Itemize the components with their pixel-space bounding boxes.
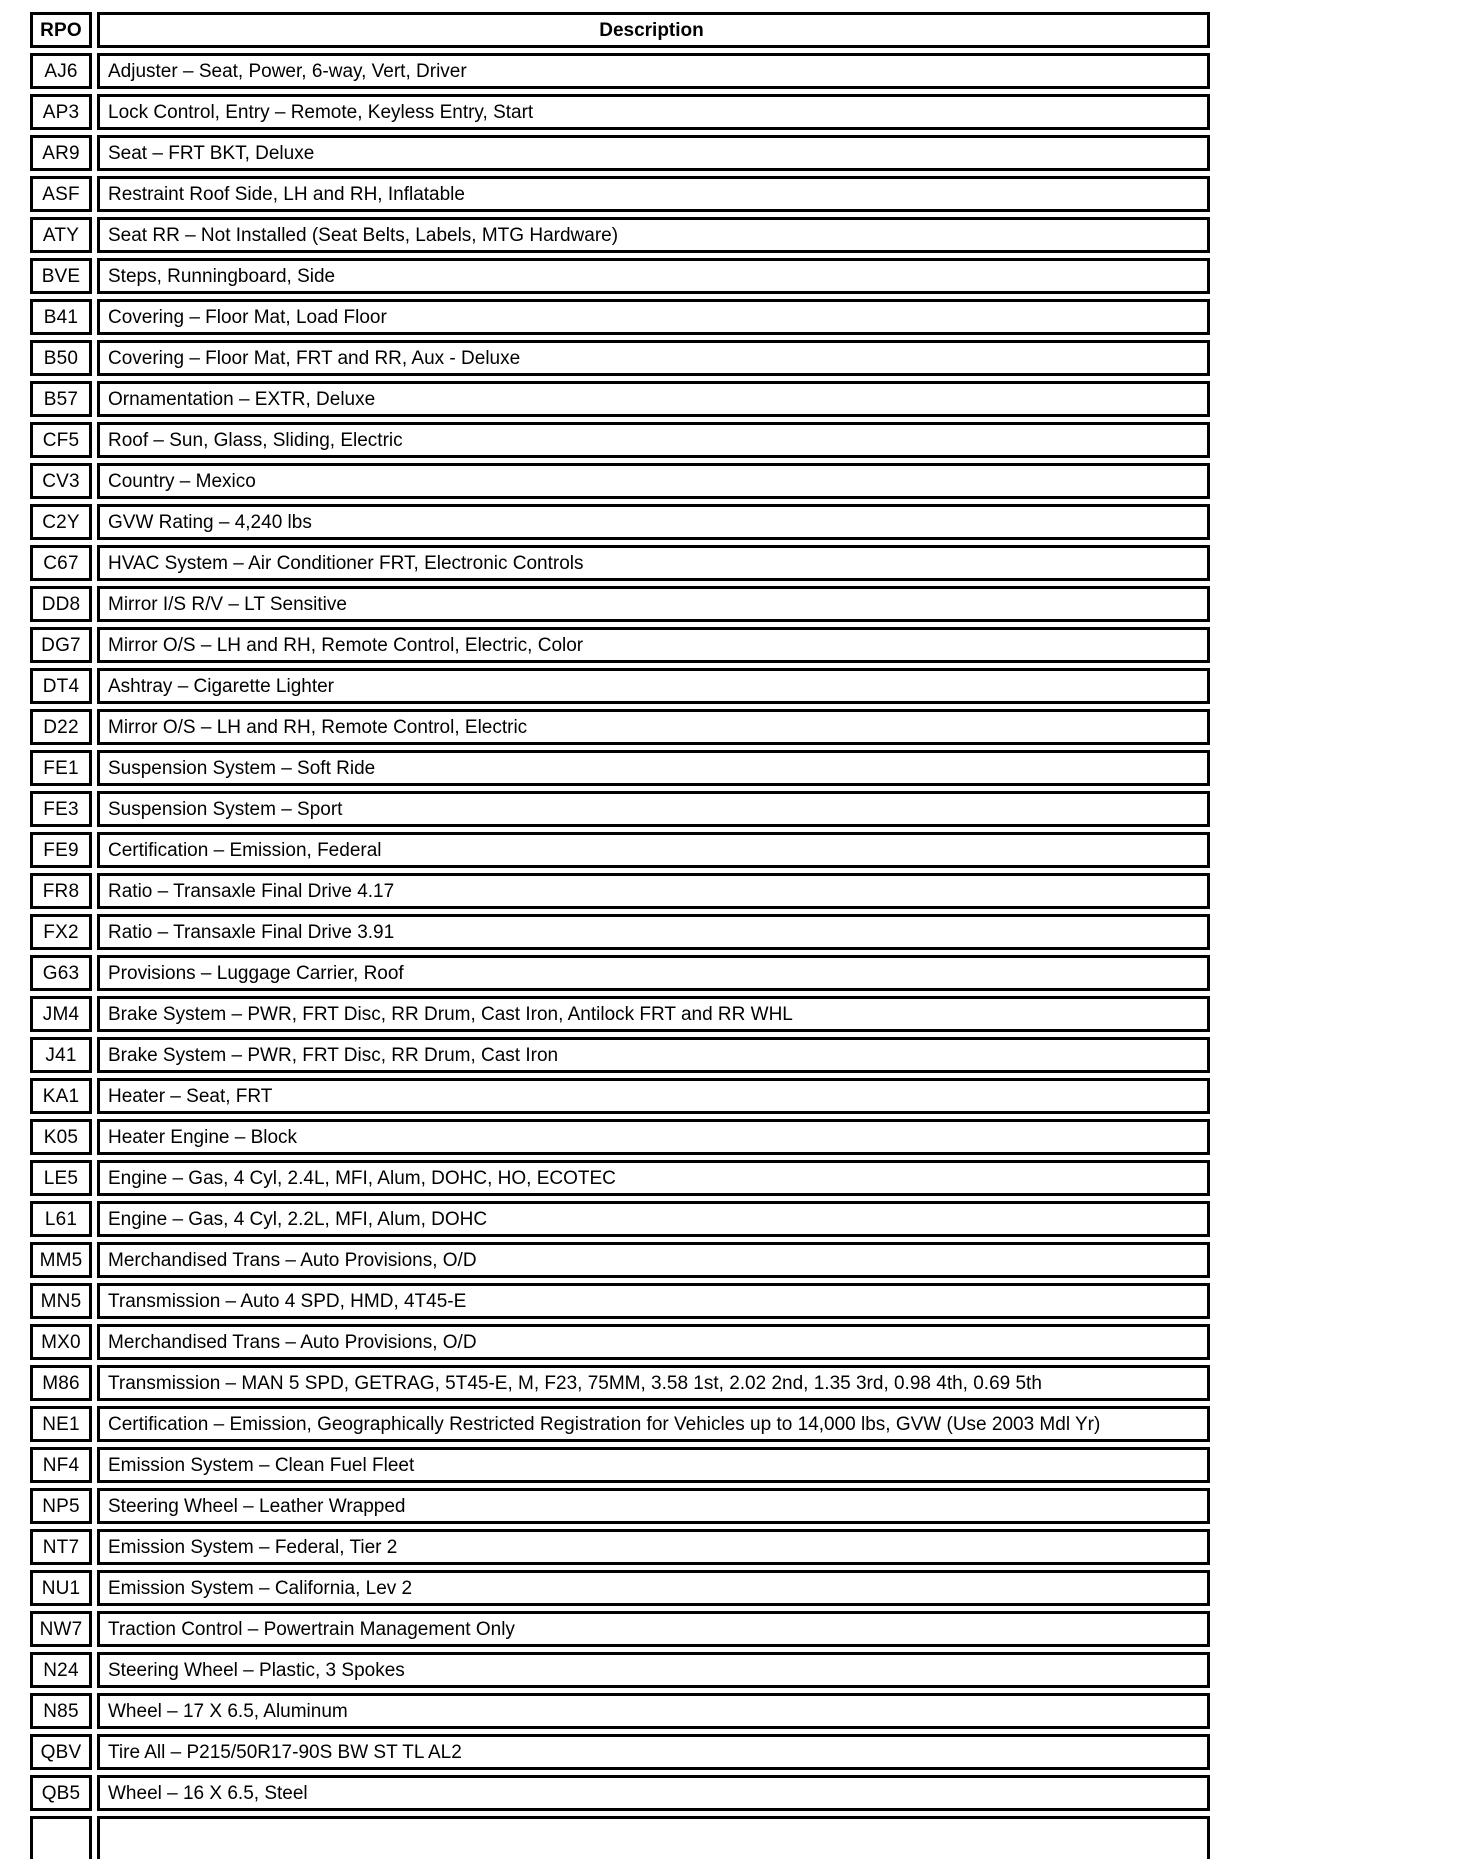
rpo-code: FE3: [30, 791, 92, 827]
rpo-code: NF4: [30, 1447, 92, 1483]
table-row: [30, 1242, 1210, 1278]
rpo-code: CF5: [30, 422, 92, 458]
rpo-description: Country – Mexico: [97, 463, 1210, 499]
rpo-description: Engine – Gas, 4 Cyl, 2.2L, MFI, Alum, DOHC: [97, 1201, 1210, 1237]
table-row: [30, 627, 1210, 663]
rpo-description: Ratio – Transaxle Final Drive 3.91: [97, 914, 1210, 950]
rpo-code: ATY: [30, 217, 92, 253]
table-row: [30, 463, 1210, 499]
table-row: [30, 668, 1210, 704]
rpo-description: HVAC System – Air Conditioner FRT, Electronic Controls: [97, 545, 1210, 581]
rpo-description: Tire All – P215/50R17-90S BW ST TL AL2: [97, 1734, 1210, 1770]
rpo-code: AJ6: [30, 53, 92, 89]
table-row: [30, 1078, 1210, 1114]
rpo-description: Engine – Gas, 4 Cyl, 2.4L, MFI, Alum, DOHC, HO, ECOTEC: [97, 1160, 1210, 1196]
rpo-description: Steering Wheel – Leather Wrapped: [97, 1488, 1210, 1524]
rpo-code: [30, 1816, 92, 1859]
rpo-description: Merchandised Trans – Auto Provisions, O/D: [97, 1324, 1210, 1360]
rpo-code: M86: [30, 1365, 92, 1401]
rpo-description: [97, 1816, 1210, 1859]
rpo-code: QBV: [30, 1734, 92, 1770]
rpo-description: Restraint Roof Side, LH and RH, Inflatable: [97, 176, 1210, 212]
rpo-code: B41: [30, 299, 92, 335]
table-row: [30, 299, 1210, 335]
rpo-code: NE1: [30, 1406, 92, 1442]
rpo-description: Transmission – Auto 4 SPD, HMD, 4T45-E: [97, 1283, 1210, 1319]
rpo-description: Merchandised Trans – Auto Provisions, O/D: [97, 1242, 1210, 1278]
table-row: [30, 1406, 1210, 1442]
table-row: [30, 94, 1210, 130]
rpo-description: Certification – Emission, Federal: [97, 832, 1210, 868]
table-row: [30, 1447, 1210, 1483]
table-row: [30, 1324, 1210, 1360]
rpo-description: Wheel – 16 X 6.5, Steel: [97, 1775, 1210, 1811]
rpo-description: Covering – Floor Mat, FRT and RR, Aux - Deluxe: [97, 340, 1210, 376]
rpo-description: Brake System – PWR, FRT Disc, RR Drum, Cast Iron: [97, 1037, 1210, 1073]
table-row: [30, 422, 1210, 458]
table-row: [30, 1365, 1210, 1401]
rpo-description: Suspension System – Sport: [97, 791, 1210, 827]
table-row: [30, 1119, 1210, 1155]
rpo-description: Steering Wheel – Plastic, 3 Spokes: [97, 1652, 1210, 1688]
table-row: [30, 381, 1210, 417]
rpo-code: CV3: [30, 463, 92, 499]
rpo-description: Ashtray – Cigarette Lighter: [97, 668, 1210, 704]
table-row: [30, 586, 1210, 622]
rpo-code: ASF: [30, 176, 92, 212]
table-row: [30, 176, 1210, 212]
table-row: [30, 1734, 1210, 1770]
rpo-description: Traction Control – Powertrain Management Only: [97, 1611, 1210, 1647]
rpo-code: FR8: [30, 873, 92, 909]
rpo-description: Certification – Emission, Geographically Restricted Registration for Vehicles up to 14,000 lbs, GVW (Use 2003 Mdl Yr): [97, 1406, 1210, 1442]
table-row: [30, 955, 1210, 991]
table-row: [30, 1529, 1210, 1565]
rpo-code: NT7: [30, 1529, 92, 1565]
rpo-code: DD8: [30, 586, 92, 622]
rpo-code: LE5: [30, 1160, 92, 1196]
rpo-description: Wheel – 17 X 6.5, Aluminum: [97, 1693, 1210, 1729]
rpo-description: Adjuster – Seat, Power, 6-way, Vert, Driver: [97, 53, 1210, 89]
rpo-code: G63: [30, 955, 92, 991]
table-row: [30, 791, 1210, 827]
rpo-description: Heater Engine – Block: [97, 1119, 1210, 1155]
table-row: [30, 545, 1210, 581]
rpo-code: JM4: [30, 996, 92, 1032]
rpo-description: Mirror O/S – LH and RH, Remote Control, Electric: [97, 709, 1210, 745]
rpo-code: L61: [30, 1201, 92, 1237]
rpo-description: Seat RR – Not Installed (Seat Belts, Labels, MTG Hardware): [97, 217, 1210, 253]
table-row: [30, 504, 1210, 540]
table-row: [30, 258, 1210, 294]
rpo-description: Lock Control, Entry – Remote, Keyless Entry, Start: [97, 94, 1210, 130]
rpo-description: Emission System – California, Lev 2: [97, 1570, 1210, 1606]
rpo-description: Ratio – Transaxle Final Drive 4.17: [97, 873, 1210, 909]
rpo-code: DG7: [30, 627, 92, 663]
rpo-description: Seat – FRT BKT, Deluxe: [97, 135, 1210, 171]
table-row: [30, 1652, 1210, 1688]
rpo-description: Emission System – Clean Fuel Fleet: [97, 1447, 1210, 1483]
rpo-description: Provisions – Luggage Carrier, Roof: [97, 955, 1210, 991]
rpo-code: NP5: [30, 1488, 92, 1524]
rpo-code: J41: [30, 1037, 92, 1073]
table-row: [30, 1775, 1210, 1811]
rpo-code: MX0: [30, 1324, 92, 1360]
rpo-code: FE1: [30, 750, 92, 786]
rpo-code: DT4: [30, 668, 92, 704]
rpo-description: Heater – Seat, FRT: [97, 1078, 1210, 1114]
table-row: [30, 873, 1210, 909]
rpo-code: FX2: [30, 914, 92, 950]
rpo-description: Mirror O/S – LH and RH, Remote Control, Electric, Color: [97, 627, 1210, 663]
rpo-code: K05: [30, 1119, 92, 1155]
rpo-code: MM5: [30, 1242, 92, 1278]
table-row: [30, 1488, 1210, 1524]
rpo-code: C2Y: [30, 504, 92, 540]
table-header-row: [30, 12, 1210, 48]
rpo-description: Brake System – PWR, FRT Disc, RR Drum, Cast Iron, Antilock FRT and RR WHL: [97, 996, 1210, 1032]
rpo-code: B57: [30, 381, 92, 417]
rpo-code: NW7: [30, 1611, 92, 1647]
rpo-code: D22: [30, 709, 92, 745]
rpo-code: BVE: [30, 258, 92, 294]
table-row: [30, 340, 1210, 376]
rpo-description: GVW Rating – 4,240 lbs: [97, 504, 1210, 540]
rpo-description: Suspension System – Soft Ride: [97, 750, 1210, 786]
rpo-code: B50: [30, 340, 92, 376]
header-description: Description: [97, 12, 1210, 48]
table-row: [30, 135, 1210, 171]
rpo-code: C67: [30, 545, 92, 581]
rpo-code: N85: [30, 1693, 92, 1729]
rpo-description: Covering – Floor Mat, Load Floor: [97, 299, 1210, 335]
rpo-code: MN5: [30, 1283, 92, 1319]
table-row-partial: [30, 1816, 1210, 1859]
rpo-code: N24: [30, 1652, 92, 1688]
rpo-code-table: [30, 12, 1210, 1864]
rpo-code: QB5: [30, 1775, 92, 1811]
table-row: [30, 750, 1210, 786]
table-row: [30, 217, 1210, 253]
table-row: [30, 1037, 1210, 1073]
table-row: [30, 832, 1210, 868]
table-body: [30, 53, 1210, 1811]
table-row: [30, 996, 1210, 1032]
table-row: [30, 1693, 1210, 1729]
table-row: [30, 1570, 1210, 1606]
table-row: [30, 1201, 1210, 1237]
table-row: [30, 1611, 1210, 1647]
header-rpo: RPO: [30, 12, 92, 48]
rpo-code: FE9: [30, 832, 92, 868]
table-row: [30, 1160, 1210, 1196]
rpo-code: NU1: [30, 1570, 92, 1606]
rpo-description: Roof – Sun, Glass, Sliding, Electric: [97, 422, 1210, 458]
rpo-code: KA1: [30, 1078, 92, 1114]
rpo-description: Emission System – Federal, Tier 2: [97, 1529, 1210, 1565]
rpo-code: AP3: [30, 94, 92, 130]
rpo-description: Steps, Runningboard, Side: [97, 258, 1210, 294]
table-row: [30, 1283, 1210, 1319]
rpo-description: Transmission – MAN 5 SPD, GETRAG, 5T45-E, M, F23, 75MM, 3.58 1st, 2.02 2nd, 1.35 3rd, 0.98 4th, 0.69 5th: [97, 1365, 1210, 1401]
rpo-code: AR9: [30, 135, 92, 171]
rpo-description: Ornamentation – EXTR, Deluxe: [97, 381, 1210, 417]
rpo-description: Mirror I/S R/V – LT Sensitive: [97, 586, 1210, 622]
table-row: [30, 53, 1210, 89]
table-row: [30, 914, 1210, 950]
table-row: [30, 709, 1210, 745]
